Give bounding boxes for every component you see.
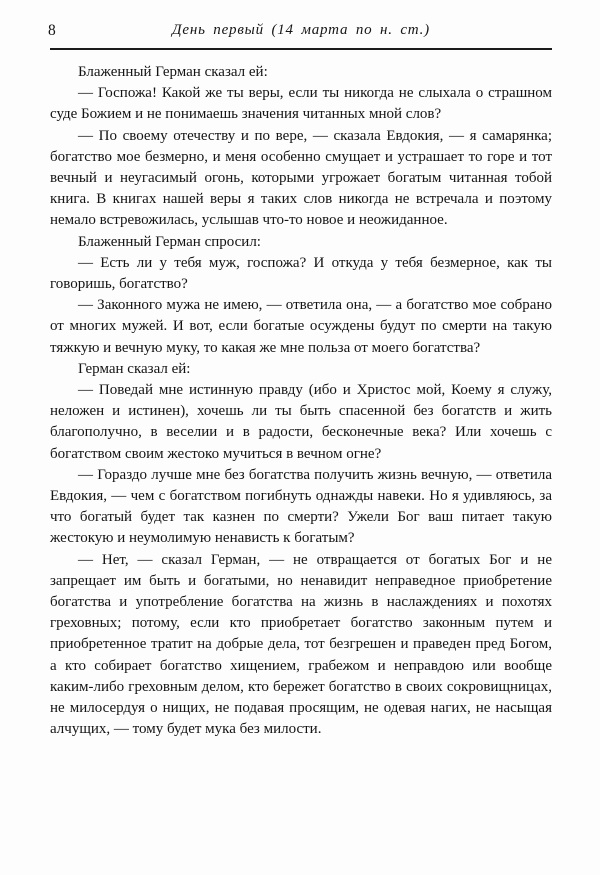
paragraph: Герман сказал ей: [78, 360, 191, 377]
running-head: День первый (14 марта по н. ст.) [172, 22, 430, 38]
paragraph: Блаженный Герман спросил: [78, 233, 261, 250]
header-rule [50, 48, 552, 50]
page-header [50, 20, 552, 44]
paragraph: — Есть ли у тебя муж, госпожа? И откуда у тебя безмерное, как ты говоришь, богатство? [50, 254, 552, 293]
paragraph: Блаженный Герман сказал ей: [78, 64, 268, 80]
page-body [50, 62, 552, 741]
paragraph: — Поведай мне истинную правду (ибо и Христос мой, Коему я служу, неложен и истинен), хочешь ли ты быть спасенной без богатств и жить благополучно, в веселии и в радости, бесконечные века? Или хочешь с богатством своим жестоко мучиться в вечном огне? [50, 382, 552, 462]
paragraph: — Госпожа! Какой же ты веры, если ты никогда не слыхала о страшном суде Божием и не понимаешь значения читанных мной слов? [50, 85, 552, 123]
paragraph: — Законного мужа не имею, — ответила она, — а богатство мое собрано от многих мужей. И вот, если богатые осуждены будут по смерти на такую тяжкую и вечную муку, то какая же мне польза от моего богатства? [50, 297, 552, 356]
paragraph: — Гораздо лучше мне без богатства получить жизнь вечную, — ответила Евдокия, — чем с богатством погибнуть однажды навеки. Но я удивляюсь, за что богатый будет так казнен по смерти? Ужели Бог ваш питает такую жестокую и неумолимую ненависть к богатым? [50, 466, 552, 547]
page-number: 8 [48, 22, 56, 39]
paragraph: — Нет, — сказал Герман, — не отвращается от богатых Бог и не запрещает им быть и богатыми, но ненавидит неправедное приобретение богатства и употребление богатства на жизнь в наслаждениях и похотях греховных; потому, если кто приобретает богатство законным путем и приобретенное тратит на добрые дела, тот безгрешен и праведен пред Богом, а кто собирает богатство хищением, грабежом и неправдою или вообще каким-либо греховным делом, кто бережет богатство в своих сокровищницах, не милосердуя о нищих, не подавая просящим, не одевая нагих, не насыщая алчущих, — тому будет мука без милости. [50, 551, 552, 738]
paragraph: — По своему отечеству и по вере, — сказала Евдокия, — я самарянка; богатство мое безмерно, и меня особенно смущает и устрашает то горе и тот вечный и неугасимый огонь, которыми угрожает богатым читанная тобой книга. В книгах нашей веры я таких слов никогда не встречала и поэтому немало встревожилась, услышав что-то новое и неожиданное. [50, 127, 552, 229]
